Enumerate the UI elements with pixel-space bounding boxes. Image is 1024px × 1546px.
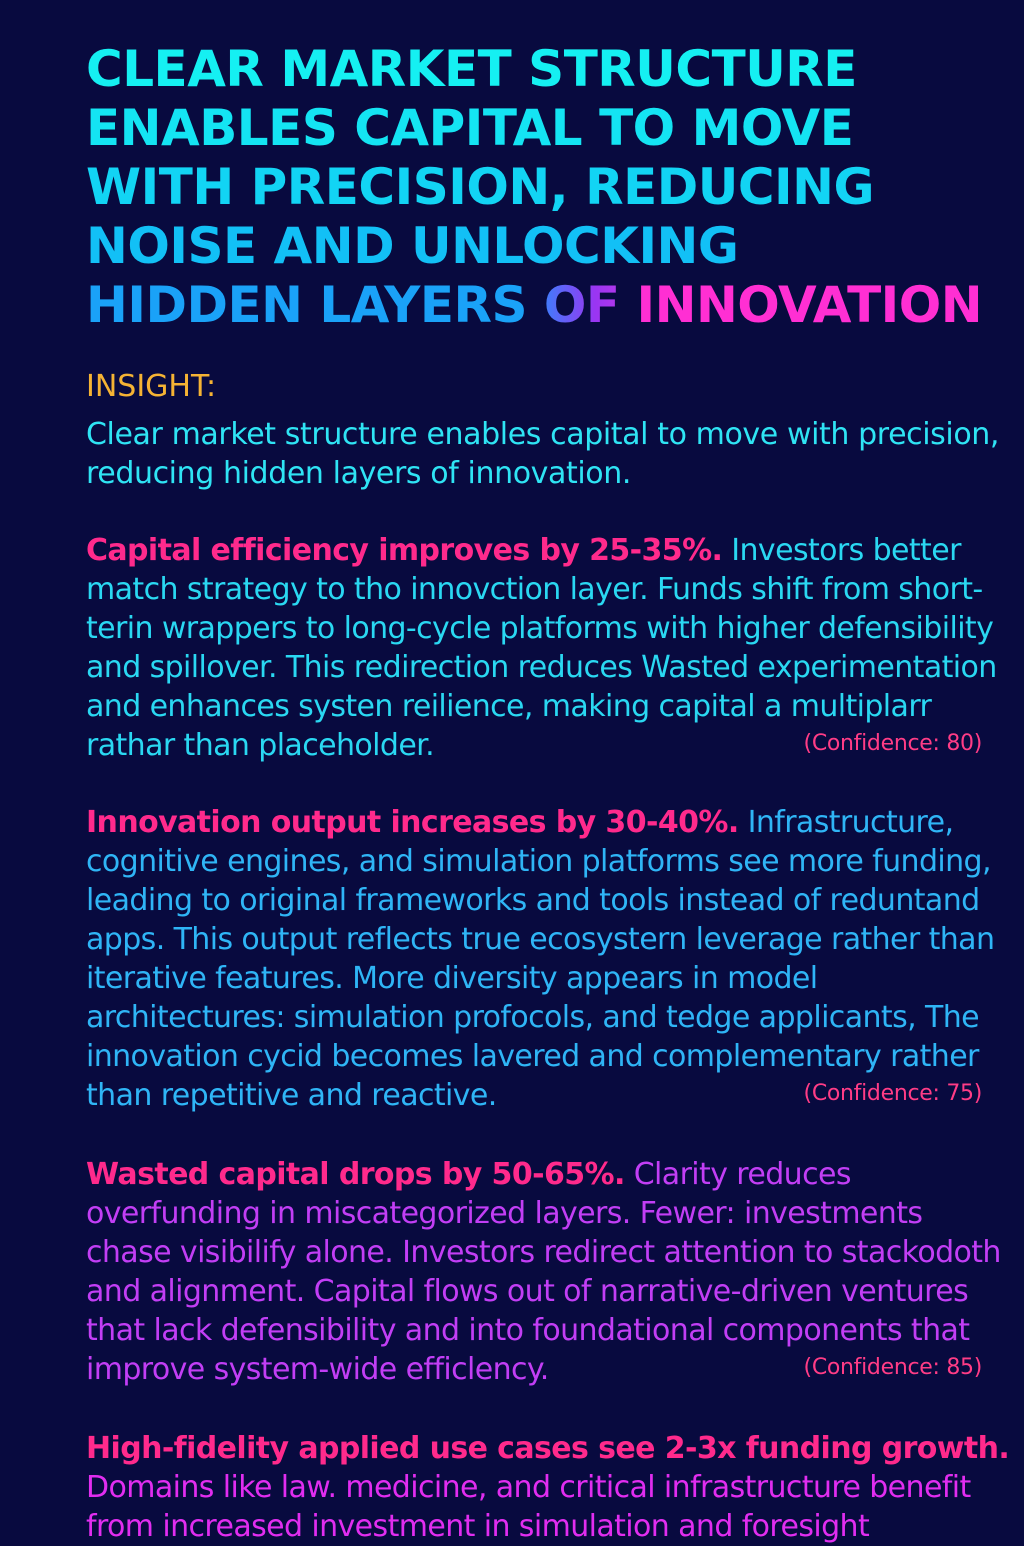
infographic-page <box>86 40 1016 1546</box>
headline-segment: HIDDEN LAYERS <box>86 276 544 334</box>
finding-innovation-output <box>86 803 1016 1115</box>
headline-line: CLEAR MARKET STRUCTURE <box>86 40 857 98</box>
headline-line: WITH PRECISION, REDUCING <box>86 158 875 216</box>
headline-line: NOISE AND UNLOCKING <box>86 217 739 275</box>
finding-body: Infrastructure, cognitive engines, and simulation platforms see more funding, leading to original frameworks and tools instead of reduntand apps. This output reflects true ecosystern leverage rather than iterative features. More diversity appears in model architectures: simulation profocols, and tedge applicants, The innovation cycid becomes lavered and complementary rather than repetitive and reactive. <box>86 805 995 1113</box>
headline-segment: OF <box>543 276 637 334</box>
finding-lead: Wasted capital drops by 50-65%. <box>86 1157 625 1192</box>
finding-body: Domains like law. medicine, and critical infrastructure benefit from increased investment in simulation and foresight <box>86 1470 971 1544</box>
headline-line: ENABLES CAPITAL TO MOVE <box>86 99 854 157</box>
headline-last-line <box>86 276 1016 335</box>
finding-wasted-capital <box>86 1155 1016 1389</box>
confidence-badge: (Confidence: 85) <box>803 1355 982 1380</box>
finding-lead: Capital efficiency improves by 25-35%. <box>86 533 723 568</box>
confidence-badge: (Confidence: 75) <box>803 1081 982 1106</box>
finding-capital-efficiency <box>86 531 1016 765</box>
finding-applied-use-cases <box>86 1429 1016 1546</box>
finding-body: Investors better match strategy to tho innovction layer. Funds shift from short-terin wrappers to long-cycle platforms with higher defensibility and spillover. This redirection reduces Wasted experimentation and enhances systen reilience, making capital a multiplarr rathar than placeholder. <box>86 533 997 763</box>
finding-lead: High-fidelity applied use cases see 2-3x funding growth. <box>86 1431 1010 1466</box>
headline-segment: INNOVATION <box>636 276 983 334</box>
finding-lead: Innovation output increases by 30-40%. <box>86 805 739 840</box>
finding-body: Clarity reduces overfunding in miscategorized layers. Fewer: investments chase visibilify alone. Investors redirect attention to stackodoth and alignment. Capital flows out of narrative-driven ventures that lack defensibility and into foundational components that improve system-wide efficlency. <box>86 1157 1001 1387</box>
headline <box>86 40 1016 335</box>
confidence-badge: (Confidence: 80) <box>803 731 982 756</box>
insight-text: Clear market structure enables capital to move with precision, reducing hidden layers of innovation. <box>86 417 1000 491</box>
insight-label: INSIGHT: <box>86 369 217 404</box>
